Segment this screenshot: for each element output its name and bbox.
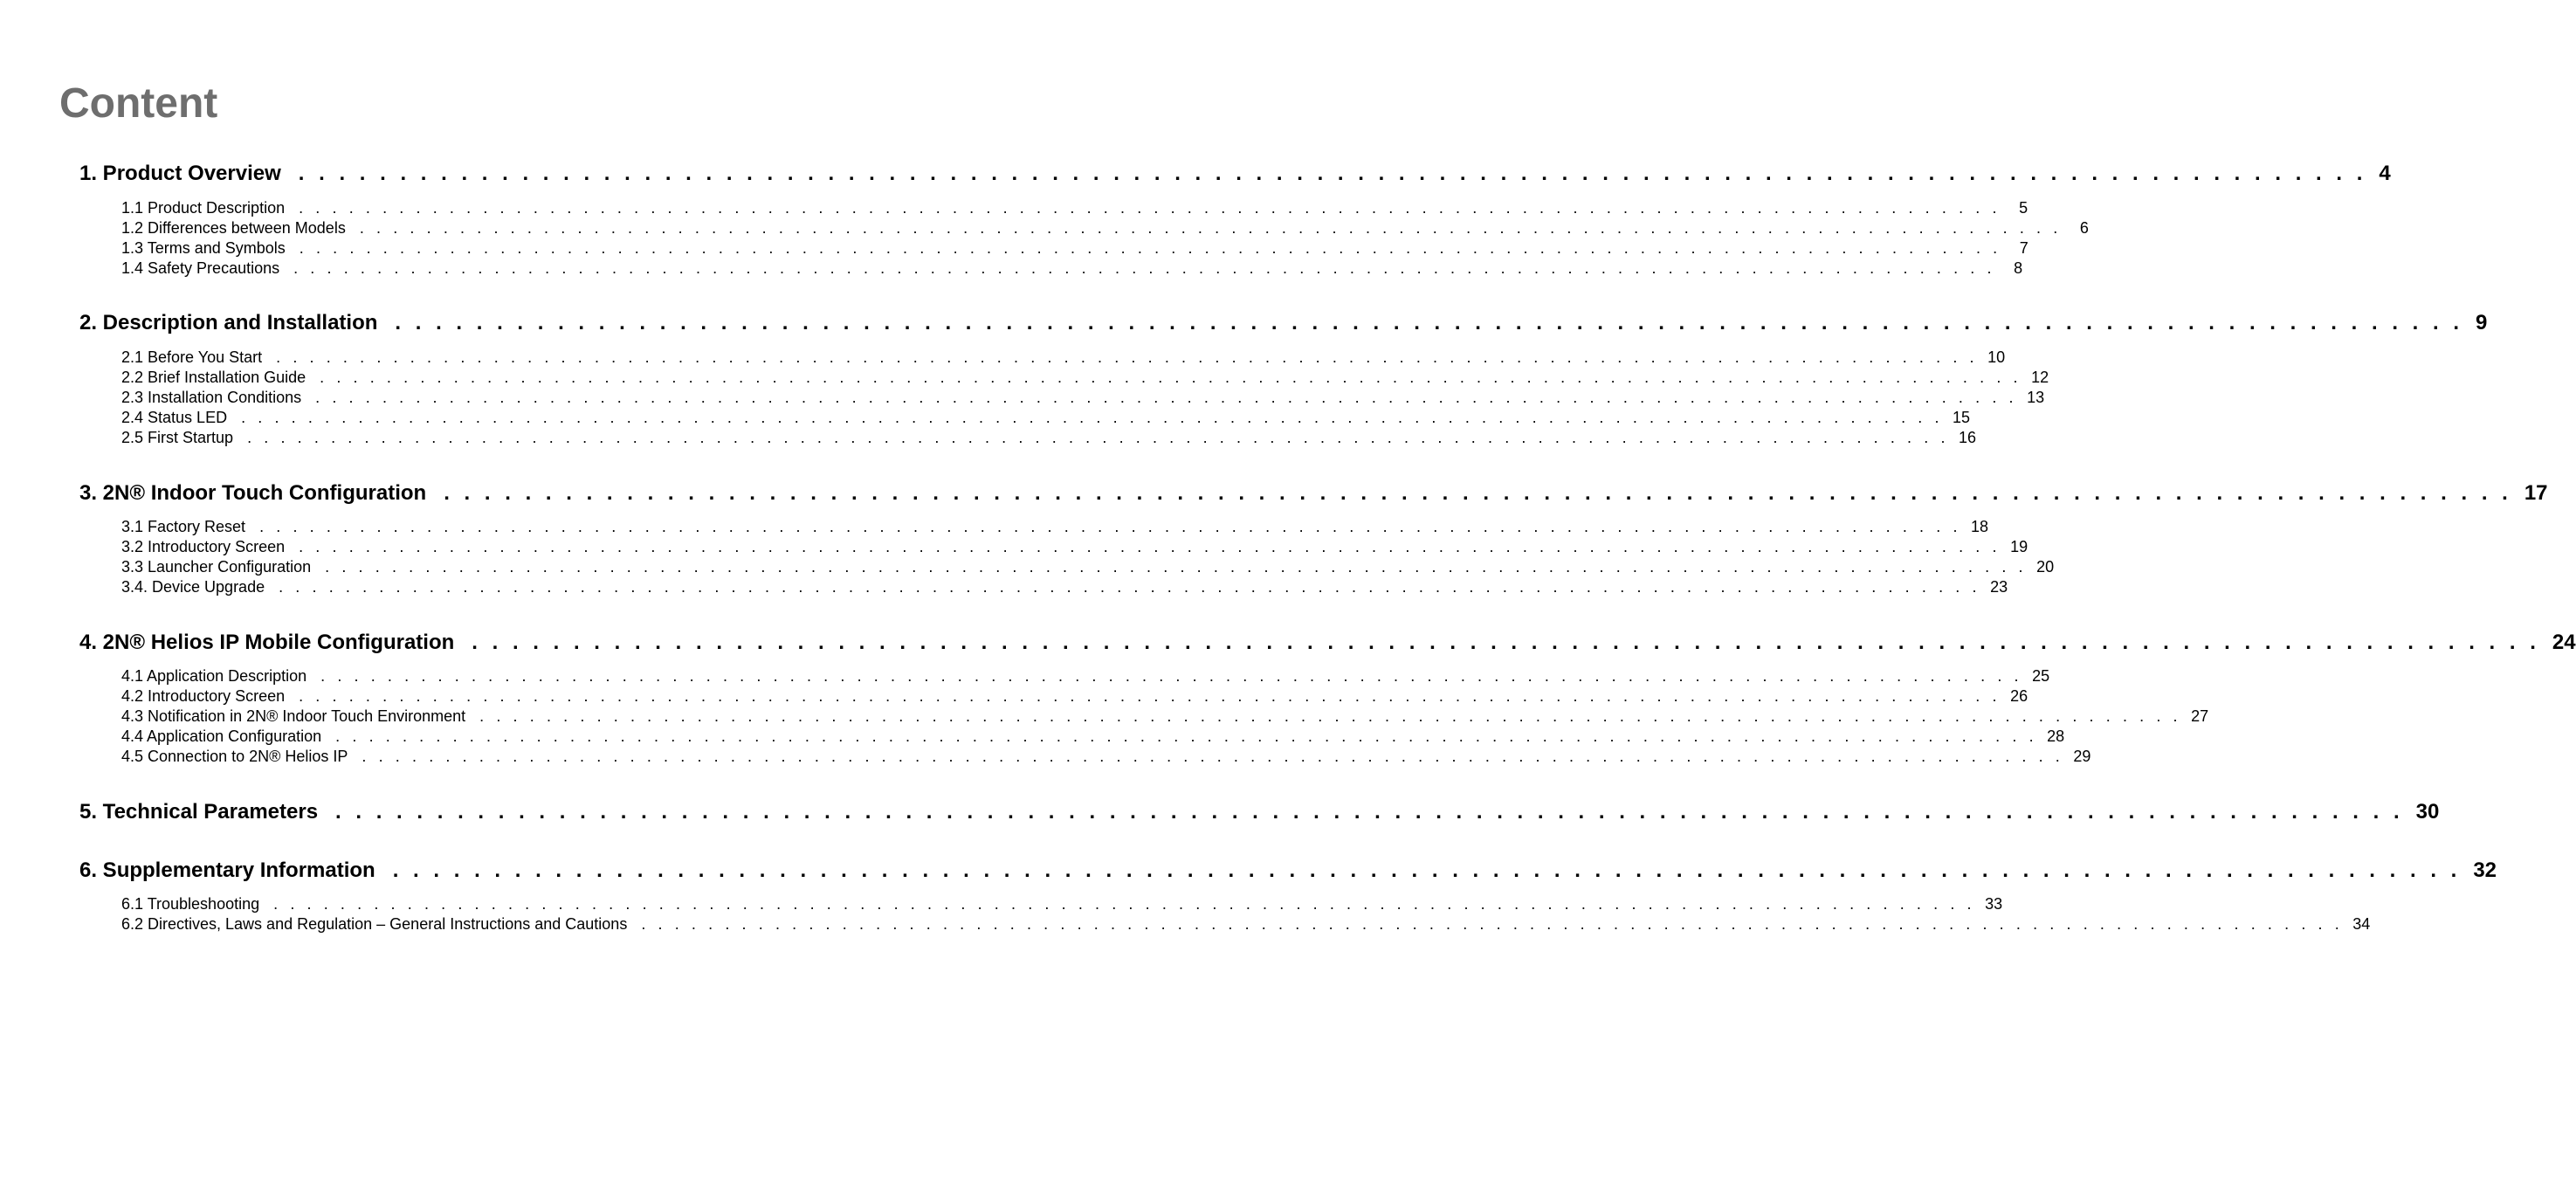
toc-section-3-2[interactable] xyxy=(121,537,2028,557)
toc-section-3-3[interactable] xyxy=(121,557,2055,577)
section-page-number: 13 xyxy=(2027,389,2045,406)
section-title: 1.1 Product Description xyxy=(121,199,286,217)
dot-leader: . . . . . . . . . . . . . . . . . . . . . . . . . . . . . . . . . . . . . . . . . . . . . . . . . . . . . . . . . . . . . . . . . . . . . . . . . . . . . . . . . . . . . . . . . . . . . . . . . . . . . . xyxy=(320,667,2023,685)
dot-leader: . . . . . . . . . . . . . . . . . . . . . . . . . . . . . . . . . . . . . . . . . . . . . . . . . . . . . . . . . . . . . . . . . . . . . . . . . . . . . . . . . . . . . . . . . . . . . . . . . . . . . . xyxy=(279,578,1981,596)
toc-section-1-3[interactable] xyxy=(121,238,2028,259)
dot-leader: . . . . . . . . . . . . . . . . . . . . . . . . . . . . . . . . . . . . . . . . . . . . . . . . . . . . . . . . . . . . . . . . . . . . . . . . . . . . . . . . . . . . . . . . . . . . . . . . . . . . . . xyxy=(293,259,1996,277)
dot-leader: . . . . . . . . . . . . . . . . . . . . . . . . . . . . . . . . . . . . . . . . . . . . . . . . . . . . . . . . . . . . . . . . . . . . . . . . . . . . . . . . . . . . . . . . . . . . . . . . . . . . . . xyxy=(335,727,2038,745)
toc-chapter-3[interactable]: 3. 2N® Indoor Touch Configuration . . . . . . . . . . . . . . . . . . . . . . . . . . . . . . . . . . . . . . . . . . . . . . . . . . . . . . . . . . . . . . . . . . . . . . . . . . . . . . . . . . . . . . . . . . . . . . . . . . . . . . 17 xyxy=(79,481,2548,505)
section-page-number: 33 xyxy=(1985,895,2003,913)
section-title: 1.2 Differences between Models xyxy=(121,219,346,237)
section-title: 2.4 Status LED xyxy=(121,409,228,426)
section-page-number: 20 xyxy=(2036,558,2055,576)
dot-leader: . . . . . . . . . . . . . . . . . . . . . . . . . . . . . . . . . . . . . . . . . . . . . . . . . . . . . . . . . . . . . . . . . . . . . . . . . . . . . . . . . . . . . . . . . . . . . . . . . . . . . . xyxy=(276,348,1979,366)
section-page-number: 15 xyxy=(1953,409,1971,426)
section-page-number: 28 xyxy=(2047,727,2065,745)
dot-leader: . . . . . . . . . . . . . . . . . . . . . . . . . . . . . . . . . . . . . . . . . . . . . . . . . . . . . . . . . . . . . . . . . . . . . . . . . . . . . . . . . . . . . . . . . . . . . . . . . . . . . . xyxy=(299,687,2001,705)
toc-section-3-4[interactable] xyxy=(121,577,2008,597)
section-title: 3.4. Device Upgrade xyxy=(121,578,265,596)
section-page-number: 25 xyxy=(2032,667,2050,685)
chapter-title: 4. 2N® Helios IP Mobile Configuration xyxy=(79,631,455,654)
dot-leader: . . . . . . . . . . . . . . . . . . . . . . . . . . . . . . . . . . . . . . . . . . . . . . . . . . . . . . . . . . . . . . . . . . . . . . . . . . . . . . . . . . . . . . . . . . . . . . . . . . . . . . xyxy=(335,800,2404,824)
section-page-number: 10 xyxy=(1987,348,2006,366)
toc-section-2-1[interactable] xyxy=(121,348,2006,368)
dot-leader: . . . . . . . . . . . . . . . . . . . . . . . . . . . . . . . . . . . . . . . . . . . . . . . . . . . . . . . . . . . . . . . . . . . . . . . . . . . . . . . . . . . . . . . . . . . . . . . . . . . . . . xyxy=(299,199,2001,217)
dot-leader: . . . . . . . . . . . . . . . . . . . . . . . . . . . . . . . . . . . . . . . . . . . . . . . . . . . . . . . . . . . . . . . . . . . . . . . . . . . . . . . . . . . . . . . . . . . . . . . . . . . . . . xyxy=(362,748,2064,765)
dot-leader: . . . . . . . . . . . . . . . . . . . . . . . . . . . . . . . . . . . . . . . . . . . . . . . . . . . . . . . . . . . . . . . . . . . . . . . . . . . . . . . . . . . . . . . . . . . . . . . . . . . . . . xyxy=(472,631,2540,654)
toc-chapter-5[interactable]: 5. Technical Parameters . . . . . . . . . . . . . . . . . . . . . . . . . . . . . . . . . . . . . . . . . . . . . . . . . . . . . . . . . . . . . . . . . . . . . . . . . . . . . . . . . . . . . . . . . . . . . . . . . . . . . . 30 xyxy=(79,800,2440,824)
toc-chapter-6[interactable]: 6. Supplementary Information . . . . . . . . . . . . . . . . . . . . . . . . . . . . . . . . . . . . . . . . . . . . . . . . . . . . . . . . . . . . . . . . . . . . . . . . . . . . . . . . . . . . . . . . . . . . . . . . . . . . . . 32 xyxy=(79,858,2497,882)
section-page-number: 23 xyxy=(1990,578,2008,596)
dot-leader: . . . . . . . . . . . . . . . . . . . . . . . . . . . . . . . . . . . . . . . . . . . . . . . . . . . . . . . . . . . . . . . . . . . . . . . . . . . . . . . . . . . . . . . . . . . . . . . . . . . . . . xyxy=(320,369,2022,386)
toc-section-2-5[interactable] xyxy=(121,428,1977,448)
dot-leader: . . . . . . . . . . . . . . . . . . . . . . . . . . . . . . . . . . . . . . . . . . . . . . . . . . . . . . . . . . . . . . . . . . . . . . . . . . . . . . . . . . . . . . . . . . . . . . . . . . . . . . xyxy=(392,858,2462,882)
page-title: Content xyxy=(59,80,218,127)
section-title: 4.2 Introductory Screen xyxy=(121,687,286,705)
toc-section-4-2[interactable] xyxy=(121,686,2028,707)
toc-section-4-1[interactable] xyxy=(121,666,2050,686)
toc-section-6-1[interactable] xyxy=(121,894,2003,914)
dot-leader: . . . . . . . . . . . . . . . . . . . . . . . . . . . . . . . . . . . . . . . . . . . . . . . . . . . . . . . . . . . . . . . . . . . . . . . . . . . . . . . . . . . . . . . . . . . . . . . . . . . . . . xyxy=(315,389,2018,406)
chapter-title: 6. Supplementary Information xyxy=(79,858,375,882)
dot-leader: . . . . . . . . . . . . . . . . . . . . . . . . . . . . . . . . . . . . . . . . . . . . . . . . . . . . . . . . . . . . . . . . . . . . . . . . . . . . . . . . . . . . . . . . . . . . . . . . . . . . . . xyxy=(241,409,1944,426)
section-title: 2.1 Before You Start xyxy=(121,348,263,366)
section-title: 4.5 Connection to 2N® Helios IP xyxy=(121,748,348,765)
section-page-number: 29 xyxy=(2073,748,2091,765)
chapter-title: 3. 2N® Indoor Touch Configuration xyxy=(79,481,427,505)
section-title: 4.4 Application Configuration xyxy=(121,727,322,745)
dot-leader: . . . . . . . . . . . . . . . . . . . . . . . . . . . . . . . . . . . . . . . . . . . . . . . . . . . . . . . . . . . . . . . . . . . . . . . . . . . . . . . . . . . . . . . . . . . . . . . . . . . . . . xyxy=(273,895,1976,913)
toc-section-2-3[interactable] xyxy=(121,388,2045,408)
dot-leader: . . . . . . . . . . . . . . . . . . . . . . . . . . . . . . . . . . . . . . . . . . . . . . . . . . . . . . . . . . . . . . . . . . . . . . . . . . . . . . . . . . . . . . . . . . . . . . . . . . . . . . xyxy=(641,915,2344,933)
dot-leader: . . . . . . . . . . . . . . . . . . . . . . . . . . . . . . . . . . . . . . . . . . . . . . . . . . . . . . . . . . . . . . . . . . . . . . . . . . . . . . . . . . . . . . . . . . . . . . . . . . . . . . xyxy=(298,162,2367,185)
toc-section-2-2[interactable] xyxy=(121,368,2049,388)
dot-leader: . . . . . . . . . . . . . . . . . . . . . . . . . . . . . . . . . . . . . . . . . . . . . . . . . . . . . . . . . . . . . . . . . . . . . . . . . . . . . . . . . . . . . . . . . . . . . . . . . . . . . . xyxy=(479,707,2182,725)
section-title: 6.2 Directives, Laws and Regulation – General Instructions and Cautions xyxy=(121,915,628,933)
toc-section-4-3[interactable] xyxy=(121,707,2209,727)
section-page-number: 26 xyxy=(2010,687,2028,705)
toc-chapter-1[interactable]: 1. Product Overview . . . . . . . . . . . . . . . . . . . . . . . . . . . . . . . . . . . . . . . . . . . . . . . . . . . . . . . . . . . . . . . . . . . . . . . . . . . . . . . . . . . . . . . . . . . . . . . . . . . . . . 4 xyxy=(79,162,2391,185)
dot-leader: . . . . . . . . . . . . . . . . . . . . . . . . . . . . . . . . . . . . . . . . . . . . . . . . . . . . . . . . . . . . . . . . . . . . . . . . . . . . . . . . . . . . . . . . . . . . . . . . . . . . . . xyxy=(299,239,2001,257)
toc-section-1-4[interactable] xyxy=(121,259,2023,279)
section-title: 2.5 First Startup xyxy=(121,429,234,446)
chapter-title: 2. Description and Installation xyxy=(79,311,378,334)
toc-section-1-1[interactable] xyxy=(121,198,2028,218)
toc-section-2-4[interactable] xyxy=(121,408,1971,428)
toc-section-1-2[interactable] xyxy=(121,218,2089,238)
section-page-number: 7 xyxy=(2019,239,2028,257)
section-title: 1.4 Safety Precautions xyxy=(121,259,280,277)
section-title: 3.2 Introductory Screen xyxy=(121,538,286,555)
section-page-number: 19 xyxy=(2010,538,2028,555)
dot-leader: . . . . . . . . . . . . . . . . . . . . . . . . . . . . . . . . . . . . . . . . . . . . . . . . . . . . . . . . . . . . . . . . . . . . . . . . . . . . . . . . . . . . . . . . . . . . . . . . . . . . . . xyxy=(247,429,1950,446)
chapter-title: 1. Product Overview xyxy=(79,162,281,185)
section-page-number: 5 xyxy=(2019,199,2028,217)
dot-leader: . . . . . . . . . . . . . . . . . . . . . . . . . . . . . . . . . . . . . . . . . . . . . . . . . . . . . . . . . . . . . . . . . . . . . . . . . . . . . . . . . . . . . . . . . . . . . . . . . . . . . . xyxy=(359,219,2062,237)
section-page-number: 18 xyxy=(1971,518,1989,535)
section-title: 6.1 Troubleshooting xyxy=(121,895,260,913)
dot-leader: . . . . . . . . . . . . . . . . . . . . . . . . . . . . . . . . . . . . . . . . . . . . . . . . . . . . . . . . . . . . . . . . . . . . . . . . . . . . . . . . . . . . . . . . . . . . . . . . . . . . . . xyxy=(444,481,2512,505)
toc-section-6-2[interactable] xyxy=(121,914,2371,934)
section-page-number: 34 xyxy=(2352,915,2371,933)
toc-section-3-1[interactable] xyxy=(121,517,1989,537)
section-title: 4.1 Application Description xyxy=(121,667,307,685)
toc-chapter-2[interactable]: 2. Description and Installation . . . . . . . . . . . . . . . . . . . . . . . . . . . . . . . . . . . . . . . . . . . . . . . . . . . . . . . . . . . . . . . . . . . . . . . . . . . . . . . . . . . . . . . . . . . . . . . . . . . . . . 9 xyxy=(79,311,2488,334)
section-page-number: 8 xyxy=(2014,259,2023,277)
toc-section-4-4[interactable] xyxy=(121,727,2065,747)
section-title: 4.3 Notification in 2N® Indoor Touch Environment xyxy=(121,707,466,725)
section-page-number: 27 xyxy=(2191,707,2209,725)
toc-section-4-5[interactable] xyxy=(121,747,2091,767)
toc-chapter-4[interactable]: 4. 2N® Helios IP Mobile Configuration . . . . . . . . . . . . . . . . . . . . . . . . . . . . . . . . . . . . . . . . . . . . . . . . . . . . . . . . . . . . . . . . . . . . . . . . . . . . . . . . . . . . . . . . . . . . . . . . . . . . . . 24 xyxy=(79,631,2576,654)
section-title: 2.3 Installation Conditions xyxy=(121,389,302,406)
section-page-number: 6 xyxy=(2079,219,2089,237)
dot-leader: . . . . . . . . . . . . . . . . . . . . . . . . . . . . . . . . . . . . . . . . . . . . . . . . . . . . . . . . . . . . . . . . . . . . . . . . . . . . . . . . . . . . . . . . . . . . . . . . . . . . . . xyxy=(395,311,2463,334)
dot-leader: . . . . . . . . . . . . . . . . . . . . . . . . . . . . . . . . . . . . . . . . . . . . . . . . . . . . . . . . . . . . . . . . . . . . . . . . . . . . . . . . . . . . . . . . . . . . . . . . . . . . . . xyxy=(299,538,2001,555)
section-title: 2.2 Brief Installation Guide xyxy=(121,369,307,386)
section-title: 3.3 Launcher Configuration xyxy=(121,558,312,576)
section-title: 1.3 Terms and Symbols xyxy=(121,239,286,257)
chapter-title: 5. Technical Parameters xyxy=(79,800,319,824)
section-title: 3.1 Factory Reset xyxy=(121,518,246,535)
dot-leader: . . . . . . . . . . . . . . . . . . . . . . . . . . . . . . . . . . . . . . . . . . . . . . . . . . . . . . . . . . . . . . . . . . . . . . . . . . . . . . . . . . . . . . . . . . . . . . . . . . . . . . xyxy=(325,558,2028,576)
section-page-number: 16 xyxy=(1959,429,1977,446)
dot-leader: . . . . . . . . . . . . . . . . . . . . . . . . . . . . . . . . . . . . . . . . . . . . . . . . . . . . . . . . . . . . . . . . . . . . . . . . . . . . . . . . . . . . . . . . . . . . . . . . . . . . . . xyxy=(259,518,1962,535)
section-page-number: 12 xyxy=(2031,369,2049,386)
